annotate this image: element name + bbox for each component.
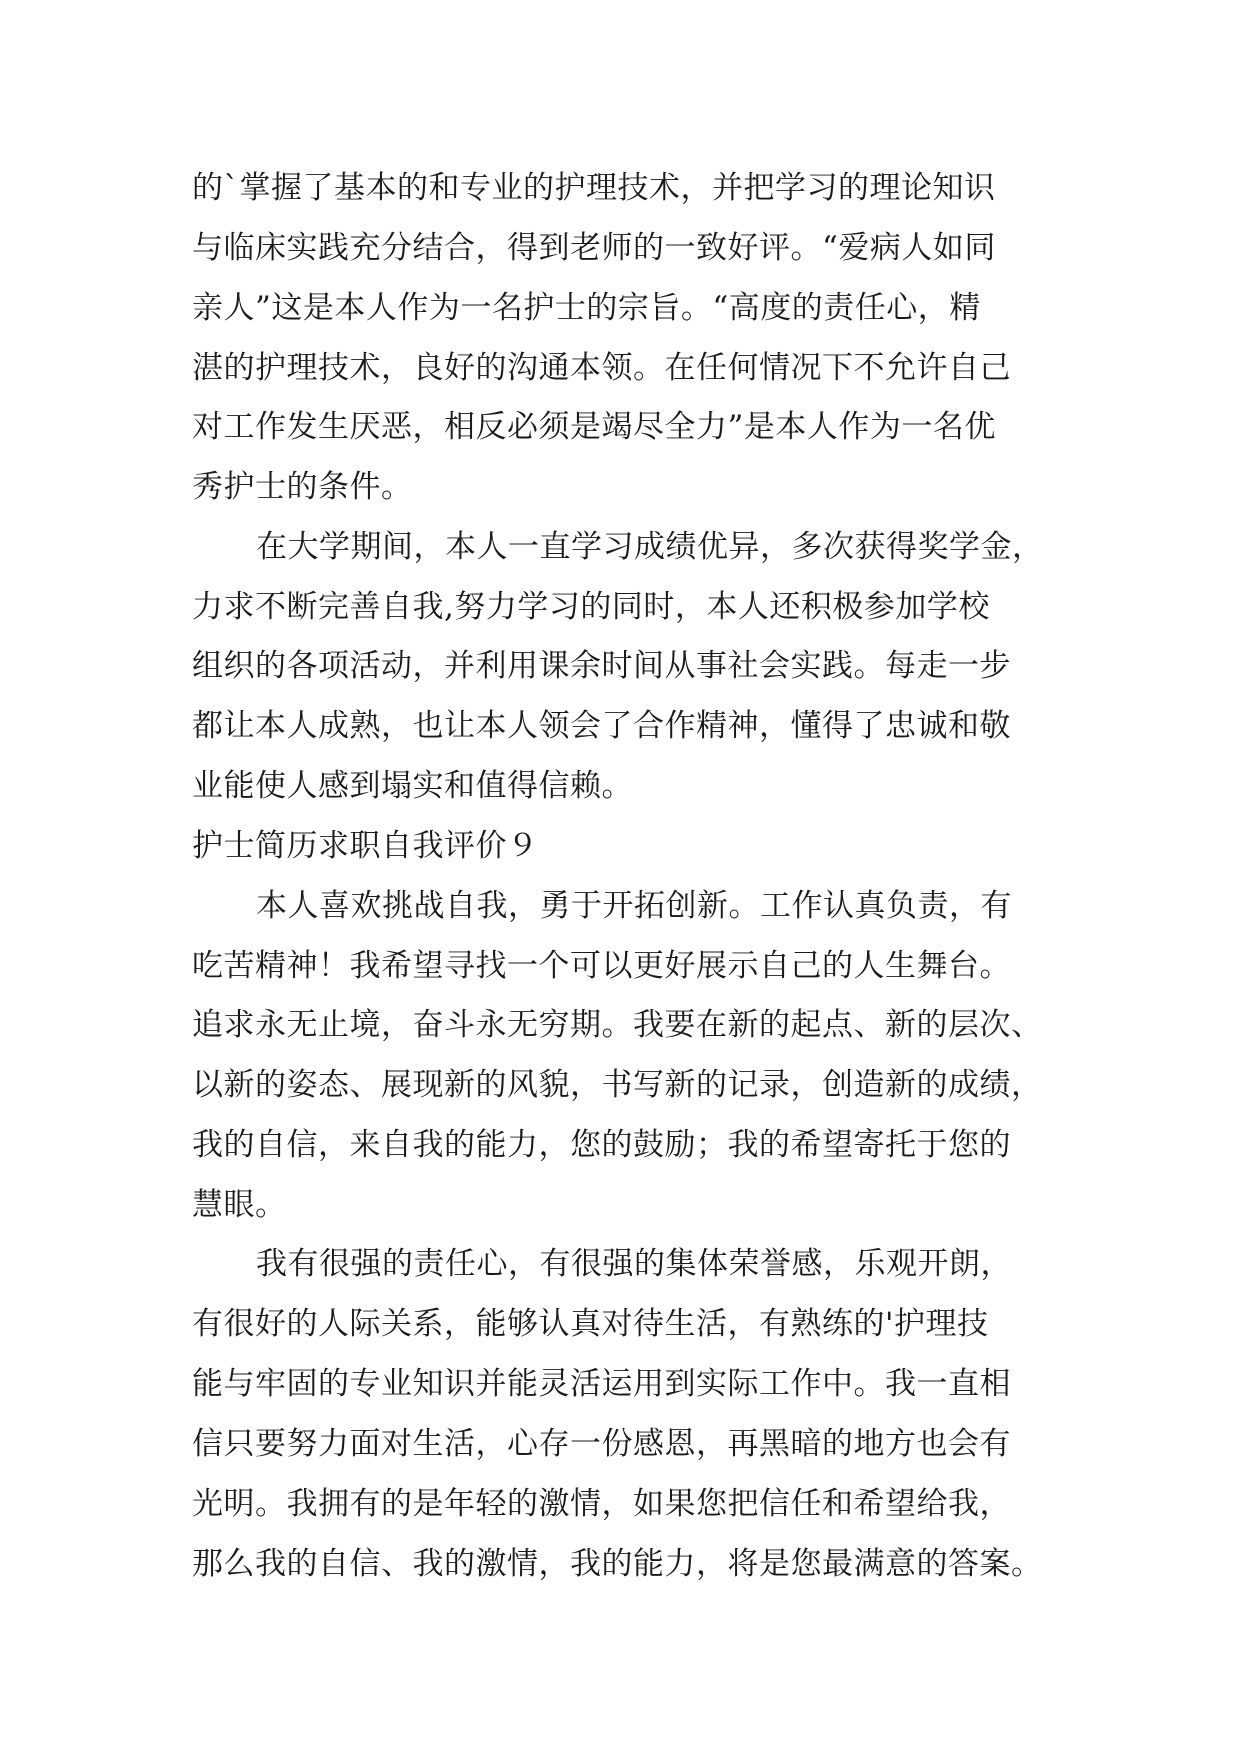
paragraph-first-line: 在大学期间，本人一直学习成绩优异，多次获得奖学金，: [256, 529, 1044, 565]
paragraph-line: 湛的护理技术，良好的沟通本领。在任何情况下不允许自己: [192, 350, 1011, 386]
paragraph-line: 慧眼。: [192, 1187, 287, 1223]
section-heading: 护士简历求职自我评价９: [192, 828, 539, 864]
paragraph-line: 力求不断完善自我,努力学习的同时，本人还积极参加学校: [192, 589, 990, 625]
paragraph-line: 光明。我拥有的是年轻的激情，如果您把信任和希望给我，: [192, 1486, 1011, 1522]
paragraph-line: 信只要努力面对生活，心存一份感恩，再黑暗的地方也会有: [192, 1426, 1011, 1462]
paragraph-first-line: 本人喜欢挑战自我，勇于开拓创新。工作认真负责，有: [256, 888, 1012, 924]
paragraph-line: 秀护士的条件。: [192, 469, 413, 505]
paragraph-line: 我的自信，来自我的能力，您的鼓励；我的希望寄托于您的: [192, 1127, 1011, 1163]
paragraph-line: 业能使人感到塌实和值得信赖。: [192, 768, 633, 804]
paragraph-line: 那么我的自信、我的激情，我的能力，将是您最满意的答案。: [192, 1546, 1043, 1582]
paragraph-line: 与临床实践充分结合，得到老师的一致好评。“爱病人如同: [192, 230, 996, 266]
paragraph-line: 对工作发生厌恶，相反必须是竭尽全力”是本人作为一名优: [192, 409, 996, 445]
paragraph-line: 能与牢固的专业知识并能灵活运用到实际工作中。我一直相: [192, 1366, 1011, 1402]
paragraph-line: 以新的姿态、展现新的风貌，书写新的记录，创造新的成绩，: [192, 1067, 1043, 1103]
paragraph-line: 吃苦精神！我希望寻找一个可以更好展示自己的人生舞台。: [192, 948, 1011, 984]
paragraph-line: 都让本人成熟，也让本人领会了合作精神，懂得了忠诚和敬: [192, 708, 1011, 744]
paragraph-first-line: 我有很强的责任心，有很强的集体荣誉感，乐观开朗，: [256, 1246, 1012, 1282]
paragraph-line: 的`掌握了基本的和专业的护理技术，并把学习的理论知识: [192, 170, 996, 206]
paragraph-line: 亲人”这是本人作为一名护士的宗旨。“高度的责任心，精: [192, 290, 981, 326]
paragraph-line: 组织的各项活动，并利用课余时间从事社会实践。每走一步: [192, 648, 1011, 684]
paragraph-line: 有很好的人际关系，能够认真对待生活，有熟练的'护理技: [192, 1306, 989, 1342]
paragraph-line: 追求永无止境，奋斗永无穷期。我要在新的起点、新的层次、: [192, 1007, 1043, 1043]
